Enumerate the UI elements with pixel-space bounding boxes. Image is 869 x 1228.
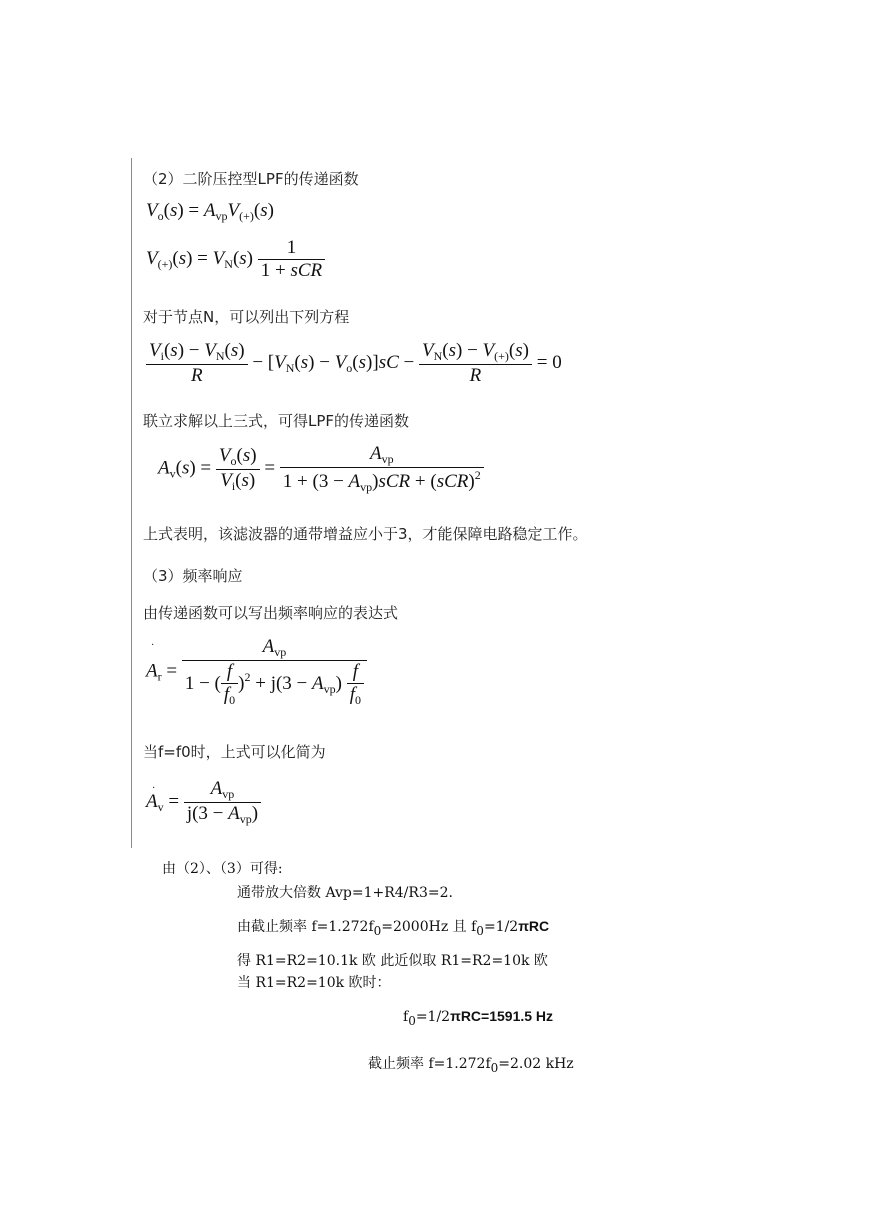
equation-transfer-function: $A_v(s)$ = $\frac{V_o(s)}{V_i(s)}$ = $\frac{A_{vp}}{1 + (3 - A_{vp})sCR + (sCR)^2}$	[158, 443, 484, 495]
equation-node: $\frac{V_i(s) - V_N(s)}{R}$ − $[V_N(s) - V_o(s)]sC$ − $\frac{V_N(s) - V_{(+)}(s)}{R}$ = 0	[146, 340, 562, 387]
stability-text: 上式表明，该滤波器的通带增益应小于3，才能保障电路稳定工作。	[143, 525, 588, 543]
section-2-heading: （2）二阶压控型LPF的传递函数	[143, 170, 359, 188]
resistor-value-line: 得 R1=R2=10.1k 欧 此近似取 R1=R2=10k 欧	[237, 953, 548, 969]
solve-text: 联立求解以上三式，可得LPF的传递函数	[143, 412, 410, 430]
final-cutoff-line: 截止频率 f=1.272f0=2.02 kHz	[368, 1056, 574, 1075]
section-3-heading: （3）频率响应	[143, 567, 243, 585]
simplify-text: 当f=f0时，上式可以化简为	[143, 743, 326, 761]
equation-vo: $V_o(s) = A_{vp}V_{(+)}(s)$	[146, 200, 274, 223]
scan-left-border	[131, 158, 132, 848]
cutoff-frequency-line: 由截止频率 f=1.272f0=2000Hz 且 f0=1/2πRC	[237, 918, 550, 938]
design-intro: 由（2）、（3）可得:	[162, 861, 283, 877]
equation-vplus: $V_{(+)}(s) = V_N(s)$ $\frac{1}{\text{1 + sCR}}$	[146, 237, 325, 282]
f0-result-line: f0=1/2πRC=1591.5 Hz	[403, 1008, 554, 1028]
equation-simplified: $A_v$ = $\frac{A_{vp}}{j(3 - A_{vp})}$	[146, 778, 261, 827]
frequency-response-intro: 由传递函数可以写出频率响应的表达式	[143, 604, 399, 622]
passband-gain-line: 通带放大倍数 Avp=1+R4/R3=2.	[237, 885, 453, 901]
resistor-condition-line: 当 R1=R2=10k 欧时：	[237, 975, 391, 991]
equation-dot-accent: ·	[151, 640, 155, 651]
equation-frequency-response: $A_r$ = $A_{vp}$ 1 − ( $\frac{f}{f_0}$ )$^2 + j(3 - A_{vp})$ $\frac{f}{f_0}$	[146, 636, 367, 708]
node-equation-text: 对于节点N，可以列出下列方程	[143, 308, 350, 326]
equation-dot-accent-2: ·	[152, 783, 156, 794]
